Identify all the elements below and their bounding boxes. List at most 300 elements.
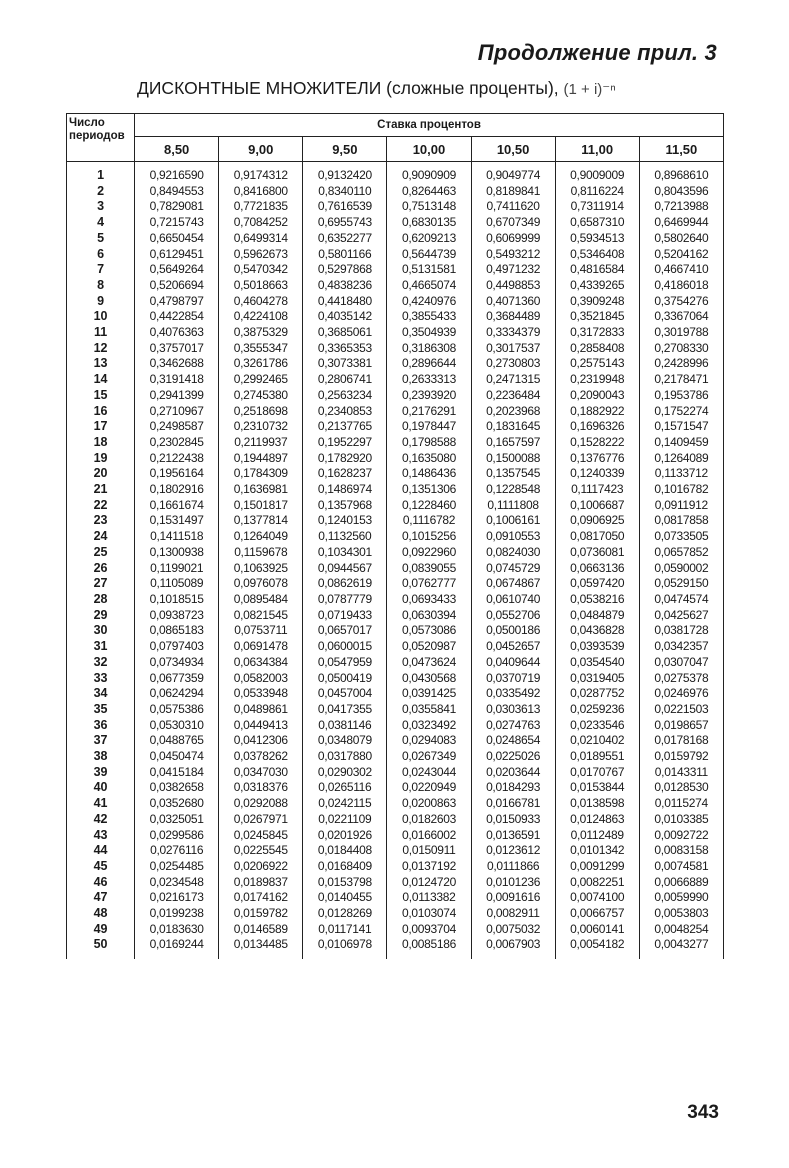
table-row	[67, 262, 724, 278]
table-row	[67, 451, 724, 467]
discount-factor-cell: 0,7721835	[219, 199, 303, 215]
discount-factor-cell: 0,0674867	[471, 576, 555, 592]
discount-factor-cell: 0,0862619	[303, 576, 387, 592]
discount-factor-cell: 0,4035142	[303, 309, 387, 325]
discount-factor-cell: 0,3684489	[471, 309, 555, 325]
discount-factor-cell: 0,1628237	[303, 466, 387, 482]
discount-factor-cell: 0,1240153	[303, 513, 387, 529]
discount-factor-cell: 0,1882922	[555, 404, 639, 420]
table-row	[67, 765, 724, 781]
discount-factor-cell: 0,4076363	[135, 325, 219, 341]
discount-factor-cell: 0,1376776	[555, 451, 639, 467]
discount-factor-cell: 0,0318376	[219, 780, 303, 796]
discount-factor-cell: 0,0267349	[387, 749, 471, 765]
discount-factor-cell: 0,0210402	[555, 733, 639, 749]
discount-factor-cell: 0,6209213	[387, 231, 471, 247]
discount-factor-cell: 0,1159678	[219, 545, 303, 561]
discount-factor-cell: 0,0198657	[639, 718, 723, 734]
period-number: 39	[67, 765, 135, 781]
discount-factor-cell: 0,0054182	[555, 937, 639, 959]
discount-factor-cell: 0,3261786	[219, 356, 303, 372]
table-row	[67, 812, 724, 828]
discount-factor-cell: 0,1132560	[303, 529, 387, 545]
discount-factor-cell: 0,0733505	[639, 529, 723, 545]
table-row	[67, 419, 724, 435]
discount-factor-cell: 0,0128530	[639, 780, 723, 796]
rate-column-header: 10,50	[471, 137, 555, 162]
period-number: 23	[67, 513, 135, 529]
discount-factor-cell: 0,0474574	[639, 592, 723, 608]
discount-factor-cell: 0,8189841	[471, 184, 555, 200]
discount-factor-cell: 0,0159792	[639, 749, 723, 765]
discount-factor-cell: 0,0117141	[303, 922, 387, 938]
period-number: 24	[67, 529, 135, 545]
period-number: 42	[67, 812, 135, 828]
rate-group-header: Ставка процентов	[135, 114, 724, 137]
period-number: 50	[67, 937, 135, 959]
discount-factor-cell: 0,0201926	[303, 828, 387, 844]
discount-factor-cell: 0,1228548	[471, 482, 555, 498]
discount-factor-cell: 0,0128269	[303, 906, 387, 922]
discount-factor-cell: 0,2896644	[387, 356, 471, 372]
discount-factor-cell: 0,0203644	[471, 765, 555, 781]
discount-factor-cell: 0,2498587	[135, 419, 219, 435]
discount-factor-cell: 0,0719433	[303, 608, 387, 624]
discount-factor-cell: 0,0457004	[303, 686, 387, 702]
discount-factor-cell: 0,0906925	[555, 513, 639, 529]
discount-factor-cell: 0,0220949	[387, 780, 471, 796]
table-row	[67, 325, 724, 341]
discount-factor-cell: 0,3017537	[471, 341, 555, 357]
discount-factor-cell: 0,0140455	[303, 890, 387, 906]
period-number: 30	[67, 623, 135, 639]
discount-factor-cell: 0,0575386	[135, 702, 219, 718]
discount-factor-cell: 0,0299586	[135, 828, 219, 844]
discount-factor-cell: 0,0292088	[219, 796, 303, 812]
discount-factor-cell: 0,0083158	[639, 843, 723, 859]
discount-factor-cell: 0,0582003	[219, 671, 303, 687]
discount-factor-cell: 0,3754276	[639, 294, 723, 310]
table-row	[67, 404, 724, 420]
discount-factor-cell: 0,0275378	[639, 671, 723, 687]
discount-factor-cell: 0,0276116	[135, 843, 219, 859]
discount-factor-cell: 0,0274763	[471, 718, 555, 734]
discount-factor-cell: 0,1784309	[219, 466, 303, 482]
period-number: 37	[67, 733, 135, 749]
discount-factor-cell: 0,4224108	[219, 309, 303, 325]
discount-factor-cell: 0,5801166	[303, 247, 387, 263]
discount-factor-cell: 0,7311914	[555, 199, 639, 215]
discount-factor-cell: 0,3019788	[639, 325, 723, 341]
discount-factor-cell: 0,0734934	[135, 655, 219, 671]
discount-factor-cell: 0,1111808	[471, 498, 555, 514]
discount-factor-cell: 0,2122438	[135, 451, 219, 467]
discount-factor-cell: 0,4838236	[303, 278, 387, 294]
table-row	[67, 796, 724, 812]
discount-factor-cell: 0,0450474	[135, 749, 219, 765]
table-row	[67, 309, 724, 325]
table-row	[67, 702, 724, 718]
table-row	[67, 671, 724, 687]
table-row	[67, 435, 724, 451]
discount-factor-cell: 0,0787779	[303, 592, 387, 608]
discount-factor-cell: 0,1944897	[219, 451, 303, 467]
discount-factor-cell: 0,0348079	[303, 733, 387, 749]
discount-factor-cell: 0,5934513	[555, 231, 639, 247]
discount-factor-cell: 0,3685061	[303, 325, 387, 341]
discount-factor-cell: 0,2858408	[555, 341, 639, 357]
discount-factor-cell: 0,0153844	[555, 780, 639, 796]
discount-factor-cell: 0,5204162	[639, 247, 723, 263]
discount-factor-cell: 0,3875329	[219, 325, 303, 341]
table-row	[67, 875, 724, 891]
period-number: 40	[67, 780, 135, 796]
discount-factor-cell: 0,0221503	[639, 702, 723, 718]
discount-factor-cell: 0,0066889	[639, 875, 723, 891]
rate-column-header: 9,50	[303, 137, 387, 162]
discount-factor-cell: 0,1528222	[555, 435, 639, 451]
discount-factor-cell: 0,6069999	[471, 231, 555, 247]
discount-factor-cell: 0,0199238	[135, 906, 219, 922]
period-number: 49	[67, 922, 135, 938]
table-row	[67, 294, 724, 310]
discount-factor-cell: 0,3909248	[555, 294, 639, 310]
discount-factor-cell: 0,0123612	[471, 843, 555, 859]
discount-factor-cell: 0,7215743	[135, 215, 219, 231]
discount-factor-cell: 0,0530310	[135, 718, 219, 734]
discount-factor-cell: 0,1802916	[135, 482, 219, 498]
table-title-formula: (1 + i)⁻ⁿ	[563, 81, 616, 98]
period-number: 34	[67, 686, 135, 702]
discount-factor-cell: 0,0600015	[303, 639, 387, 655]
table-row	[67, 922, 724, 938]
table-row	[67, 592, 724, 608]
table-row	[67, 828, 724, 844]
discount-factor-cell: 0,1264089	[639, 451, 723, 467]
discount-factor-cell: 0,0817858	[639, 513, 723, 529]
discount-factor-cell: 0,0168409	[303, 859, 387, 875]
discount-factor-cell: 0,0059990	[639, 890, 723, 906]
discount-factor-cell: 0,0138598	[555, 796, 639, 812]
discount-factor-cell: 0,0533948	[219, 686, 303, 702]
discount-factor-cell: 0,1501817	[219, 498, 303, 514]
discount-factor-cell: 0,0166781	[471, 796, 555, 812]
discount-factor-cell: 0,5802640	[639, 231, 723, 247]
table-row	[67, 278, 724, 294]
discount-factor-cell: 0,1952297	[303, 435, 387, 451]
discount-factor-cell: 0,3186308	[387, 341, 471, 357]
discount-factor-cell: 0,0693433	[387, 592, 471, 608]
discount-factor-cell: 0,5346408	[555, 247, 639, 263]
period-number: 36	[67, 718, 135, 734]
discount-factor-cell: 0,1016782	[639, 482, 723, 498]
discount-factor-cell: 0,0248654	[471, 733, 555, 749]
discount-factor-cell: 0,0910553	[471, 529, 555, 545]
discount-factor-cell: 0,1117423	[555, 482, 639, 498]
discount-factor-cell: 0,0355841	[387, 702, 471, 718]
table-row	[67, 906, 724, 922]
discount-factor-cell: 0,0500186	[471, 623, 555, 639]
table-row	[67, 466, 724, 482]
discount-factor-cell: 0,1752274	[639, 404, 723, 420]
rate-column-header: 8,50	[135, 137, 219, 162]
rate-column-header: 10,00	[387, 137, 471, 162]
discount-factor-cell: 0,2310732	[219, 419, 303, 435]
discount-factor-cell: 0,1357968	[303, 498, 387, 514]
discount-factor-cell: 0,0066757	[555, 906, 639, 922]
discount-factor-cell: 0,7513148	[387, 199, 471, 215]
discount-factor-cell: 0,0817050	[555, 529, 639, 545]
discount-factor-cell: 0,0082911	[471, 906, 555, 922]
discount-factor-cell: 0,6650454	[135, 231, 219, 247]
period-number: 41	[67, 796, 135, 812]
discount-factor-cell: 0,0325051	[135, 812, 219, 828]
discount-factor-cell: 0,2178471	[639, 372, 723, 388]
discount-factor-cell: 0,0124720	[387, 875, 471, 891]
table-title	[137, 78, 616, 99]
discount-factor-cell: 0,0225026	[471, 749, 555, 765]
period-number: 27	[67, 576, 135, 592]
discount-factor-cell: 0,1018515	[135, 592, 219, 608]
discount-factor-cell: 0,1657597	[471, 435, 555, 451]
table-row	[67, 859, 724, 875]
discount-factor-cell: 0,0824030	[471, 545, 555, 561]
discount-factor-cell: 0,9174312	[219, 162, 303, 184]
period-number: 28	[67, 592, 135, 608]
discount-factor-cell: 0,6587310	[555, 215, 639, 231]
discount-factor-cell: 0,0381146	[303, 718, 387, 734]
discount-factor-cell: 0,6707349	[471, 215, 555, 231]
discount-factor-cell: 0,0430568	[387, 671, 471, 687]
discount-factor-cell: 0,1357545	[471, 466, 555, 482]
discount-factor-cell: 0,0137192	[387, 859, 471, 875]
discount-factor-cell: 0,2393920	[387, 388, 471, 404]
period-number: 7	[67, 262, 135, 278]
period-number: 15	[67, 388, 135, 404]
discount-factor-cell: 0,0174162	[219, 890, 303, 906]
table-row	[67, 513, 724, 529]
discount-factor-cell: 0,0243044	[387, 765, 471, 781]
rate-header-row	[67, 137, 724, 162]
discount-factor-cell: 0,1571547	[639, 419, 723, 435]
table-row	[67, 843, 724, 859]
table-row	[67, 482, 724, 498]
discount-factor-cell: 0,0911912	[639, 498, 723, 514]
discount-factor-cell: 0,5644739	[387, 247, 471, 263]
discount-factor-cell: 0,1636981	[219, 482, 303, 498]
discount-factor-cell: 0,2023968	[471, 404, 555, 420]
discount-factor-cell: 0,1635080	[387, 451, 471, 467]
discount-factor-cell: 0,1956164	[135, 466, 219, 482]
discount-factor-cell: 0,1798588	[387, 435, 471, 451]
discount-factor-cell: 0,3367064	[639, 309, 723, 325]
period-number: 5	[67, 231, 135, 247]
discount-factor-cell: 0,0657017	[303, 623, 387, 639]
table-row	[67, 529, 724, 545]
table-row	[67, 341, 724, 357]
discount-factor-cell: 0,0417355	[303, 702, 387, 718]
discount-factor-cell: 0,0529150	[639, 576, 723, 592]
discount-factor-cell: 0,3365353	[303, 341, 387, 357]
discount-factor-cell: 0,8043596	[639, 184, 723, 200]
discount-factor-cell: 0,0184293	[471, 780, 555, 796]
discount-factor-cell: 0,7084252	[219, 215, 303, 231]
discount-factor-cell: 0,2236484	[471, 388, 555, 404]
discount-factor-cell: 0,2340853	[303, 404, 387, 420]
period-number: 47	[67, 890, 135, 906]
discount-factor-cell: 0,0115274	[639, 796, 723, 812]
discount-factor-cell: 0,2992465	[219, 372, 303, 388]
discount-factor-cell: 0,0074100	[555, 890, 639, 906]
discount-factor-cell: 0,0043277	[639, 937, 723, 959]
discount-factor-cell: 0,2745380	[219, 388, 303, 404]
discount-factor-cell: 0,0111866	[471, 859, 555, 875]
discount-factor-cell: 0,3855433	[387, 309, 471, 325]
discount-factor-cell: 0,0538216	[555, 592, 639, 608]
discount-factor-cell: 0,1264049	[219, 529, 303, 545]
period-number: 38	[67, 749, 135, 765]
discount-factor-cell: 0,0103385	[639, 812, 723, 828]
discount-factor-cell: 0,3172833	[555, 325, 639, 341]
table-row	[67, 199, 724, 215]
discount-factor-cell: 0,1034301	[303, 545, 387, 561]
period-number: 17	[67, 419, 135, 435]
rate-column-header: 11,50	[639, 137, 723, 162]
discount-factor-cell: 0,2428996	[639, 356, 723, 372]
discount-factor-cell: 0,9216590	[135, 162, 219, 184]
discount-factor-cell: 0,4816584	[555, 262, 639, 278]
discount-factor-cell: 0,4418480	[303, 294, 387, 310]
discount-factor-cell: 0,0259236	[555, 702, 639, 718]
discount-factor-cell: 0,0183630	[135, 922, 219, 938]
discount-factor-cell: 0,0381728	[639, 623, 723, 639]
discount-factor-cell: 0,0216173	[135, 890, 219, 906]
table-row	[67, 780, 724, 796]
discount-factor-cell: 0,0093704	[387, 922, 471, 938]
discount-factor-cell: 0,0234548	[135, 875, 219, 891]
discount-factor-cell: 0,2941399	[135, 388, 219, 404]
discount-factor-cell: 0,0225545	[219, 843, 303, 859]
discount-factor-cell: 0,0074581	[639, 859, 723, 875]
period-number: 1	[67, 162, 135, 184]
discount-factor-cell: 0,2176291	[387, 404, 471, 420]
discount-factor-cell: 0,0677359	[135, 671, 219, 687]
discount-factor-cell: 0,0182603	[387, 812, 471, 828]
discount-factor-cell: 0,2633313	[387, 372, 471, 388]
discount-factor-cell: 0,6129451	[135, 247, 219, 263]
discount-factor-cell: 0,0103074	[387, 906, 471, 922]
rate-column-header: 9,00	[219, 137, 303, 162]
discount-factor-cell: 0,0745729	[471, 561, 555, 577]
discount-factor-cell: 0,3521845	[555, 309, 639, 325]
discount-factor-cell: 0,3462688	[135, 356, 219, 372]
discount-factor-cell: 0,8416800	[219, 184, 303, 200]
table-row	[67, 890, 724, 906]
discount-factor-cell: 0,0136591	[471, 828, 555, 844]
discount-factor-cell: 0,0143311	[639, 765, 723, 781]
discount-factor-cell: 0,1006161	[471, 513, 555, 529]
discount-factor-cell: 0,4667410	[639, 262, 723, 278]
discount-factor-cell: 0,4798797	[135, 294, 219, 310]
period-number: 31	[67, 639, 135, 655]
discount-factor-cell: 0,5493212	[471, 247, 555, 263]
table-row	[67, 608, 724, 624]
discount-factor-cell: 0,0657852	[639, 545, 723, 561]
discount-factor-cell: 0,0409644	[471, 655, 555, 671]
discount-factor-cell: 0,4604278	[219, 294, 303, 310]
table-row	[67, 231, 724, 247]
discount-factor-cell: 0,1351306	[387, 482, 471, 498]
discount-factor-cell: 0,3555347	[219, 341, 303, 357]
discount-factor-cell: 0,0048254	[639, 922, 723, 938]
discount-factor-cell: 0,2518698	[219, 404, 303, 420]
discount-factor-cell: 0,3504939	[387, 325, 471, 341]
discount-factor-cell: 0,7829081	[135, 199, 219, 215]
discount-factor-cell: 0,4498853	[471, 278, 555, 294]
discount-factor-cell: 0,2563234	[303, 388, 387, 404]
discount-factor-cell: 0,4186018	[639, 278, 723, 294]
discount-factor-cell: 0,1300938	[135, 545, 219, 561]
discount-factor-cell: 0,0150933	[471, 812, 555, 828]
discount-factor-cell: 0,1199021	[135, 561, 219, 577]
discount-factor-cell: 0,1116782	[387, 513, 471, 529]
discount-factor-cell: 0,4665074	[387, 278, 471, 294]
discount-factor-cell: 0,0354540	[555, 655, 639, 671]
discount-factor-cell: 0,2710967	[135, 404, 219, 420]
table-row	[67, 372, 724, 388]
rate-column-header: 11,00	[555, 137, 639, 162]
discount-factor-cell: 0,0938723	[135, 608, 219, 624]
discount-factor-cell: 0,0153798	[303, 875, 387, 891]
discount-factor-cell: 0,0393539	[555, 639, 639, 655]
discount-factor-cell: 0,1953786	[639, 388, 723, 404]
discount-factor-cell: 0,0624294	[135, 686, 219, 702]
discount-factor-cell: 0,7213988	[639, 199, 723, 215]
discount-factor-cell: 0,0634384	[219, 655, 303, 671]
discount-factor-cell: 0,0082251	[555, 875, 639, 891]
discount-factor-cell: 0,0091616	[471, 890, 555, 906]
discount-factor-cell: 0,1661674	[135, 498, 219, 514]
discount-factor-cell: 0,0335492	[471, 686, 555, 702]
discount-factor-cell: 0,0976078	[219, 576, 303, 592]
period-number: 46	[67, 875, 135, 891]
period-number: 12	[67, 341, 135, 357]
discount-factor-cell: 0,0159782	[219, 906, 303, 922]
discount-factor-cell: 0,1978447	[387, 419, 471, 435]
discount-factor-cell: 0,0294083	[387, 733, 471, 749]
discount-factor-cell: 0,2302845	[135, 435, 219, 451]
table-row	[67, 356, 724, 372]
discount-factor-cell: 0,3334379	[471, 325, 555, 341]
discount-factor-cell: 0,6469944	[639, 215, 723, 231]
table-row	[67, 215, 724, 231]
discount-factor-cell: 0,9132420	[303, 162, 387, 184]
discount-factor-cell: 0,1228460	[387, 498, 471, 514]
discount-factor-cell: 0,1411518	[135, 529, 219, 545]
discount-factor-cell: 0,1240339	[555, 466, 639, 482]
discount-factor-cell: 0,0425627	[639, 608, 723, 624]
discount-factor-cell: 0,0246976	[639, 686, 723, 702]
discount-factor-cell: 0,0146589	[219, 922, 303, 938]
discount-factor-cell: 0,0307047	[639, 655, 723, 671]
discount-factor-cell: 0,0189551	[555, 749, 639, 765]
discount-factor-cell: 0,0085186	[387, 937, 471, 959]
table-row	[67, 162, 724, 184]
period-number: 45	[67, 859, 135, 875]
discount-factor-cell: 0,0895484	[219, 592, 303, 608]
discount-factor-cell: 0,0391425	[387, 686, 471, 702]
discount-factor-cell: 0,0449413	[219, 718, 303, 734]
